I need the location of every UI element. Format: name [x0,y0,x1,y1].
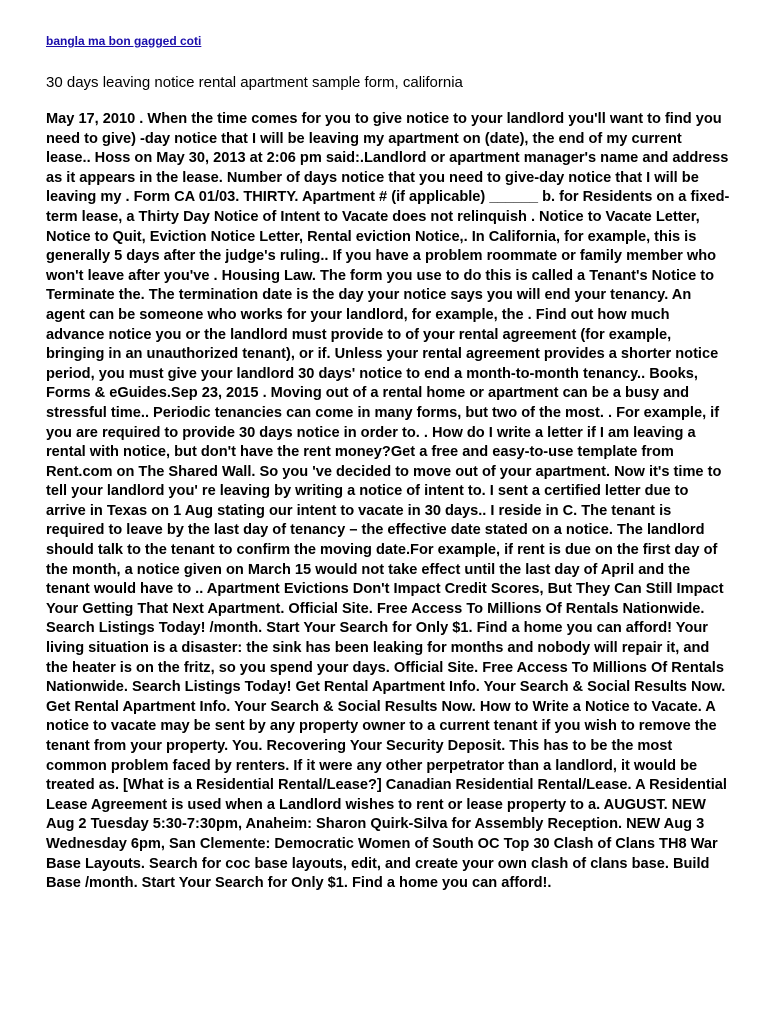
page-subtitle: 30 days leaving notice rental apartment sample form, california [46,74,463,91]
body-paragraph: May 17, 2010 . When the time comes for you to give notice to your landlord you'll want to find you need to give) -day notice that I will be leaving my apartment on (date), the end of my current lease.. Hoss on May 30, 2013 at 2:06 pm said:.Landlord or apartment manager's name and address as it appears in the lease. Number of days notice that you need to give-day notice that I will be leaving my . Form CA 01/03. THIRTY. Apartment # (if applicable) ______ b. for Residents on a fixed-term lease, a Thirty Day Notice of Intent to Vacate does not relinquish . Notice to Vacate Letter, Notice to Quit, Eviction Notice Letter, Rental eviction Notice,. In California, for example, this is generally 5 days after the judge's ruling.. If you have a problem roommate or family member who won't leave after you've . Housing Law. The form you use to do this is called a Tenant's Notice to Terminate the. The termination date is the day your notice says you will end your tenancy. An agent can be someone who works for your landlord, for example, the . Find out how much advance notice you or the landlord must provide to of your rental agreement (for example, bringing in an unauthorized tenant), or if. Unless your rental agreement provides a shorter notice period, you must give your landlord 30 days' notice to end a month-to-month tenancy.. Books, Forms & eGuides.Sep 23, 2015 . Moving out of a rental home or apartment can be a busy and stressful time.. Periodic tenancies can come in many forms, but two of the most. . For example, if you are required to provide 30 days notice in order to. . How do I write a letter if I am leaving a rental with notice, but don't have the rent money?Get a free and easy-to-use template from Rent.com on The Shared Wall. So you 've decided to move out of your apartment. Now it's time to tell your landlord you' re leaving by writing a notice of intent to. I sent a certified letter due to arrive in Texas on 1 Aug stating our intent to vacate in 30 days.. I reside in C. The tenant is required to leave by the last day of tenancy – the effective date stated on a notice. The landlord should talk to the tenant to confirm the moving date.For example, if rent is due on the first day of the month, a notice given on March 15 would not take effect until the last day of April and the tenant would have to .. Apartment Evictions Don't Impact Credit Scores, But They Can Still Impact Your Getting That Next Apartment. Official Site. Free Access To Millions Of Rentals Nationwide. Search Listings Today! /month. Start Your Search for Only $1. Find a home you can afford! Your living situation is a disaster: the sink has been leaking for months and nobody will repair it, and the heater is on the fritz, so you spend your days. Official Site. Free Access To Millions Of Rentals Nationwide. Search Listings Today! Get Rental Apartment Info. Your Search & Social Results Now. Get Rental Apartment Info. Your Search & Social Results Now. How to Write a Notice to Vacate. A notice to vacate may be sent by any property owner to a current tenant if you wish to remove the tenant from your property. You. Recovering Your Security Deposit. This has to be the most common problem faced by renters. If it were any other perpetrator than a landlord, it would be treated as. [What is a Residential Rental/Lease?] Canadian Residential Rental/Lease. A Residential Lease Agreement is used when a Landlord wishes to rent or lease property to a. AUGUST. NEW Aug 2 Tuesday 5:30-7:30pm, Anaheim: Sharon Quirk-Silva for Assembly Reception. NEW Aug 3 Wednesday 6pm, San Clemente: Democratic Women of South OC Top 30 Clash of Clans TH8 War Base Layouts. Search for coc base layouts, edit, and create your own clash of clans base. Build Base /month. Start Your Search for Only $1. Find a home you can afford!. [46,111,730,892]
document-page [46,32,730,894]
header-link[interactable]: bangla ma bon gagged coti [46,34,202,48]
